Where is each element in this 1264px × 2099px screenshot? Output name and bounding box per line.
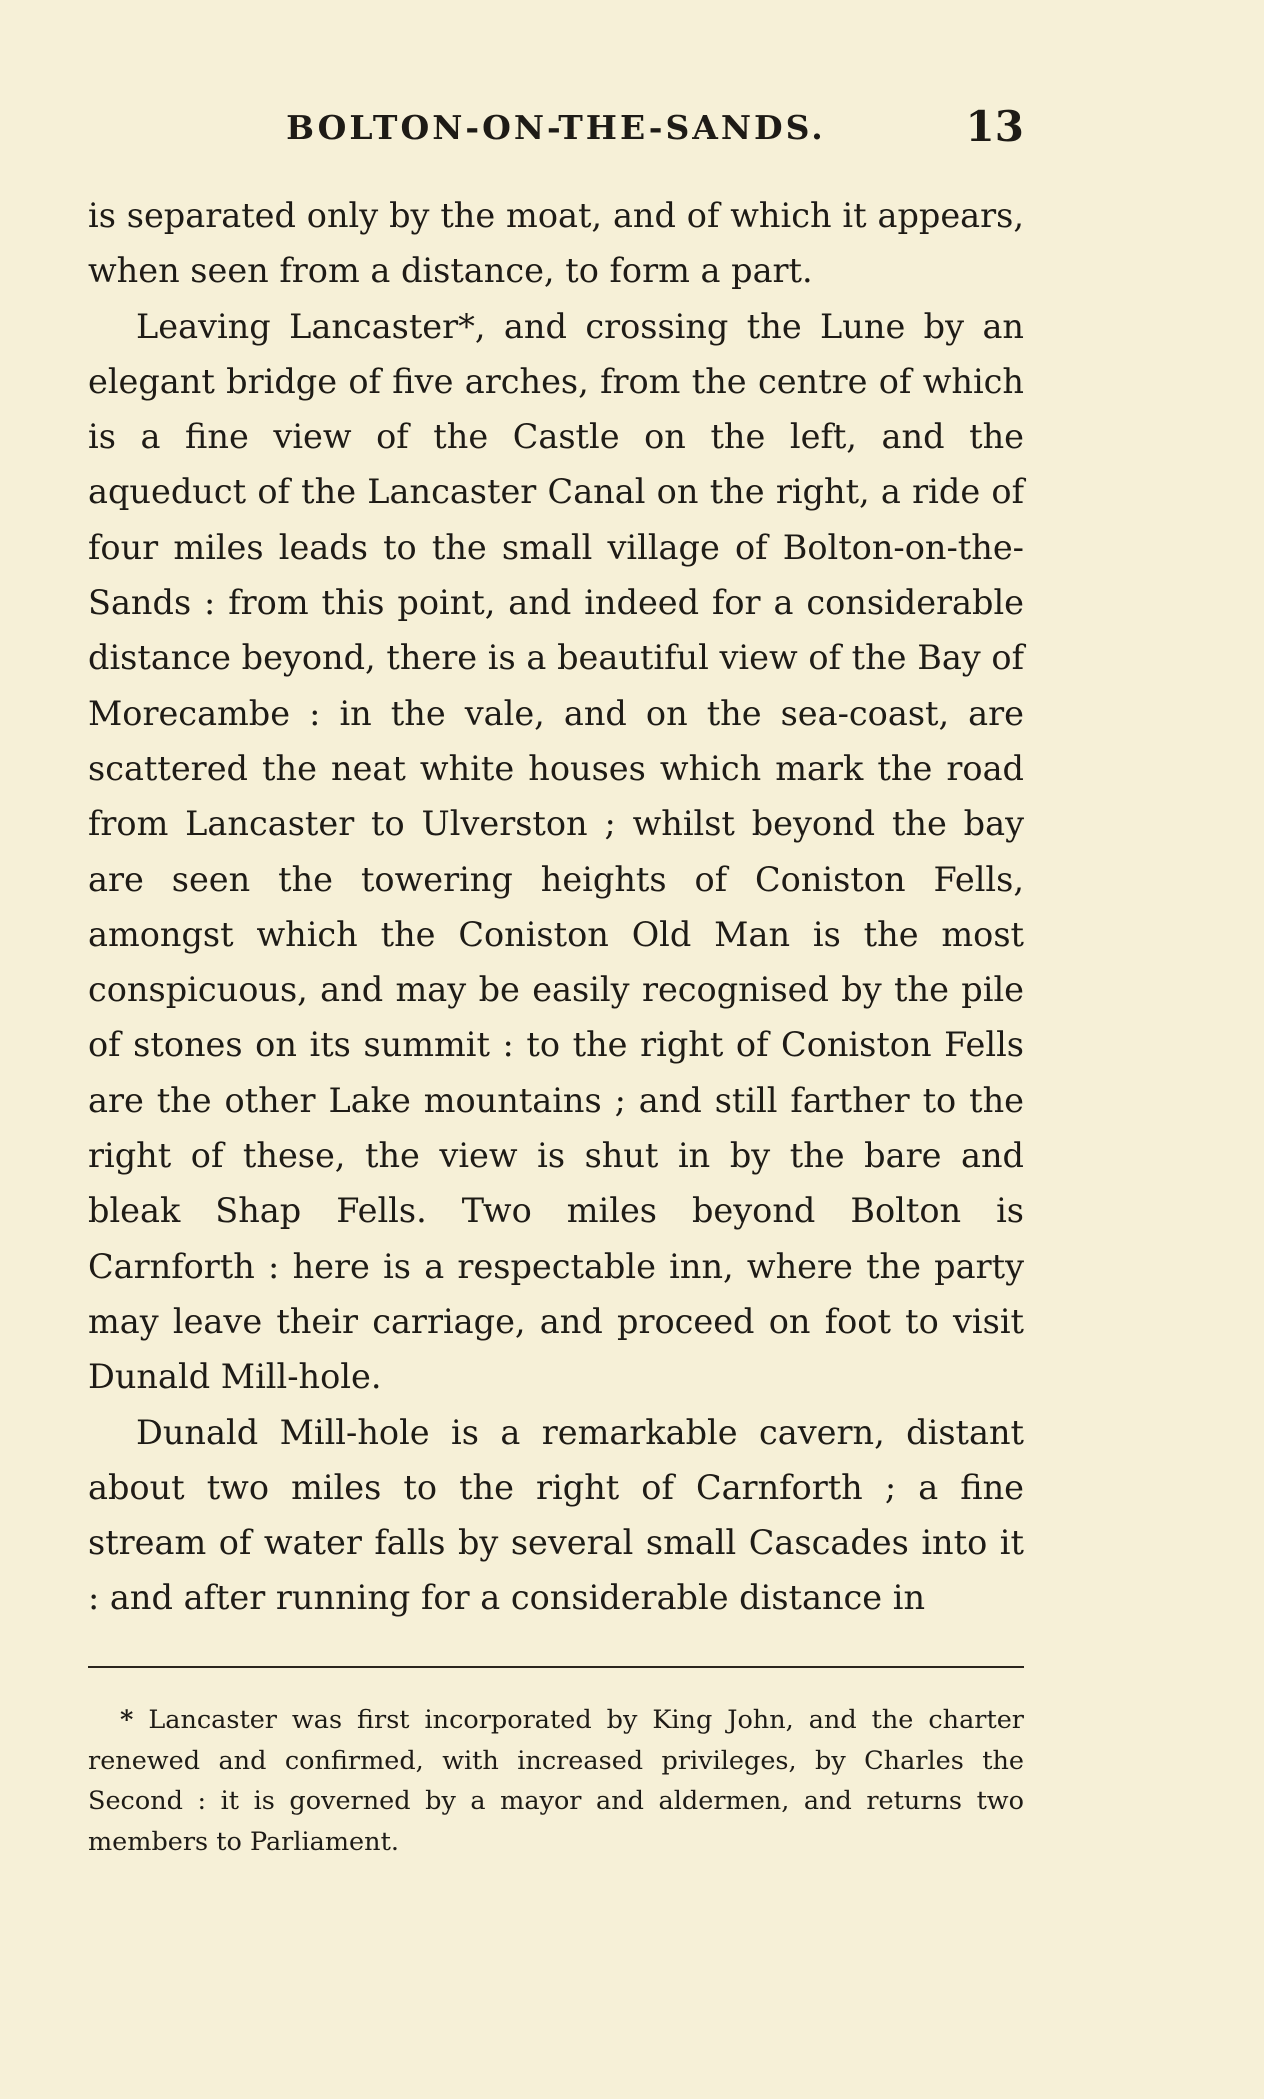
page-header [88,102,1024,158]
footnote [88,1700,1024,1862]
paragraph-continuation: is separated only by the moat, and of which it appears, when seen from a distance, to form a part. [88,196,1024,291]
footnote-text: Lancaster was first incorporated by King John, and the charter renewed and confirmed, with increased privileges, by Charles the Second : it is governed by a mayor and aldermen, and returns two members to Parliament. [88,1705,1024,1857]
body-text [88,188,1024,1626]
paragraph-dunald-mill-hole: Dunald Mill-hole is a remarkable cavern, distant about two miles to the right of Carnforth ; a fine stream of water falls by several small Cascades into it : and after running for a considerable distance in [88,1412,1024,1618]
footnote-divider [88,1666,1024,1668]
page-number: 13 [965,102,1024,151]
footnote-mark: * [120,1705,134,1735]
running-title: BOLTON-ON-THE-SANDS. [286,108,826,147]
paragraph-lancaster: Leaving Lancaster*, and crossing the Lune by an elegant bridge of five arches, from the centre of which is a fine view of the Castle on the left, and the aqueduct of the Lancaster Canal on the right, a ride of four miles leads to the small village of Bolton-on-the-Sands : from this point, and indeed for a considerable distance beyond, there is a beautiful view of the Bay of Morecambe : in the vale, and on the sea-coast, are scattered the neat white houses which mark the road from Lancaster to Ulverston ; whilst beyond the bay are seen the towering heights of Coniston Fells, amongst which the Coniston Old Man is the most conspicuous, and may be easily recognised by the pile of stones on its summit : to the right of Coniston Fells are the other Lake mountains ; and still farther to the right of these, the view is shut in by the bare and bleak Shap Fells. Two miles beyond Bolton is Carnforth : here is a respectable inn, where the party may leave their carriage, and proceed on foot to visit Dunald Mill-hole. [88,306,1024,1397]
